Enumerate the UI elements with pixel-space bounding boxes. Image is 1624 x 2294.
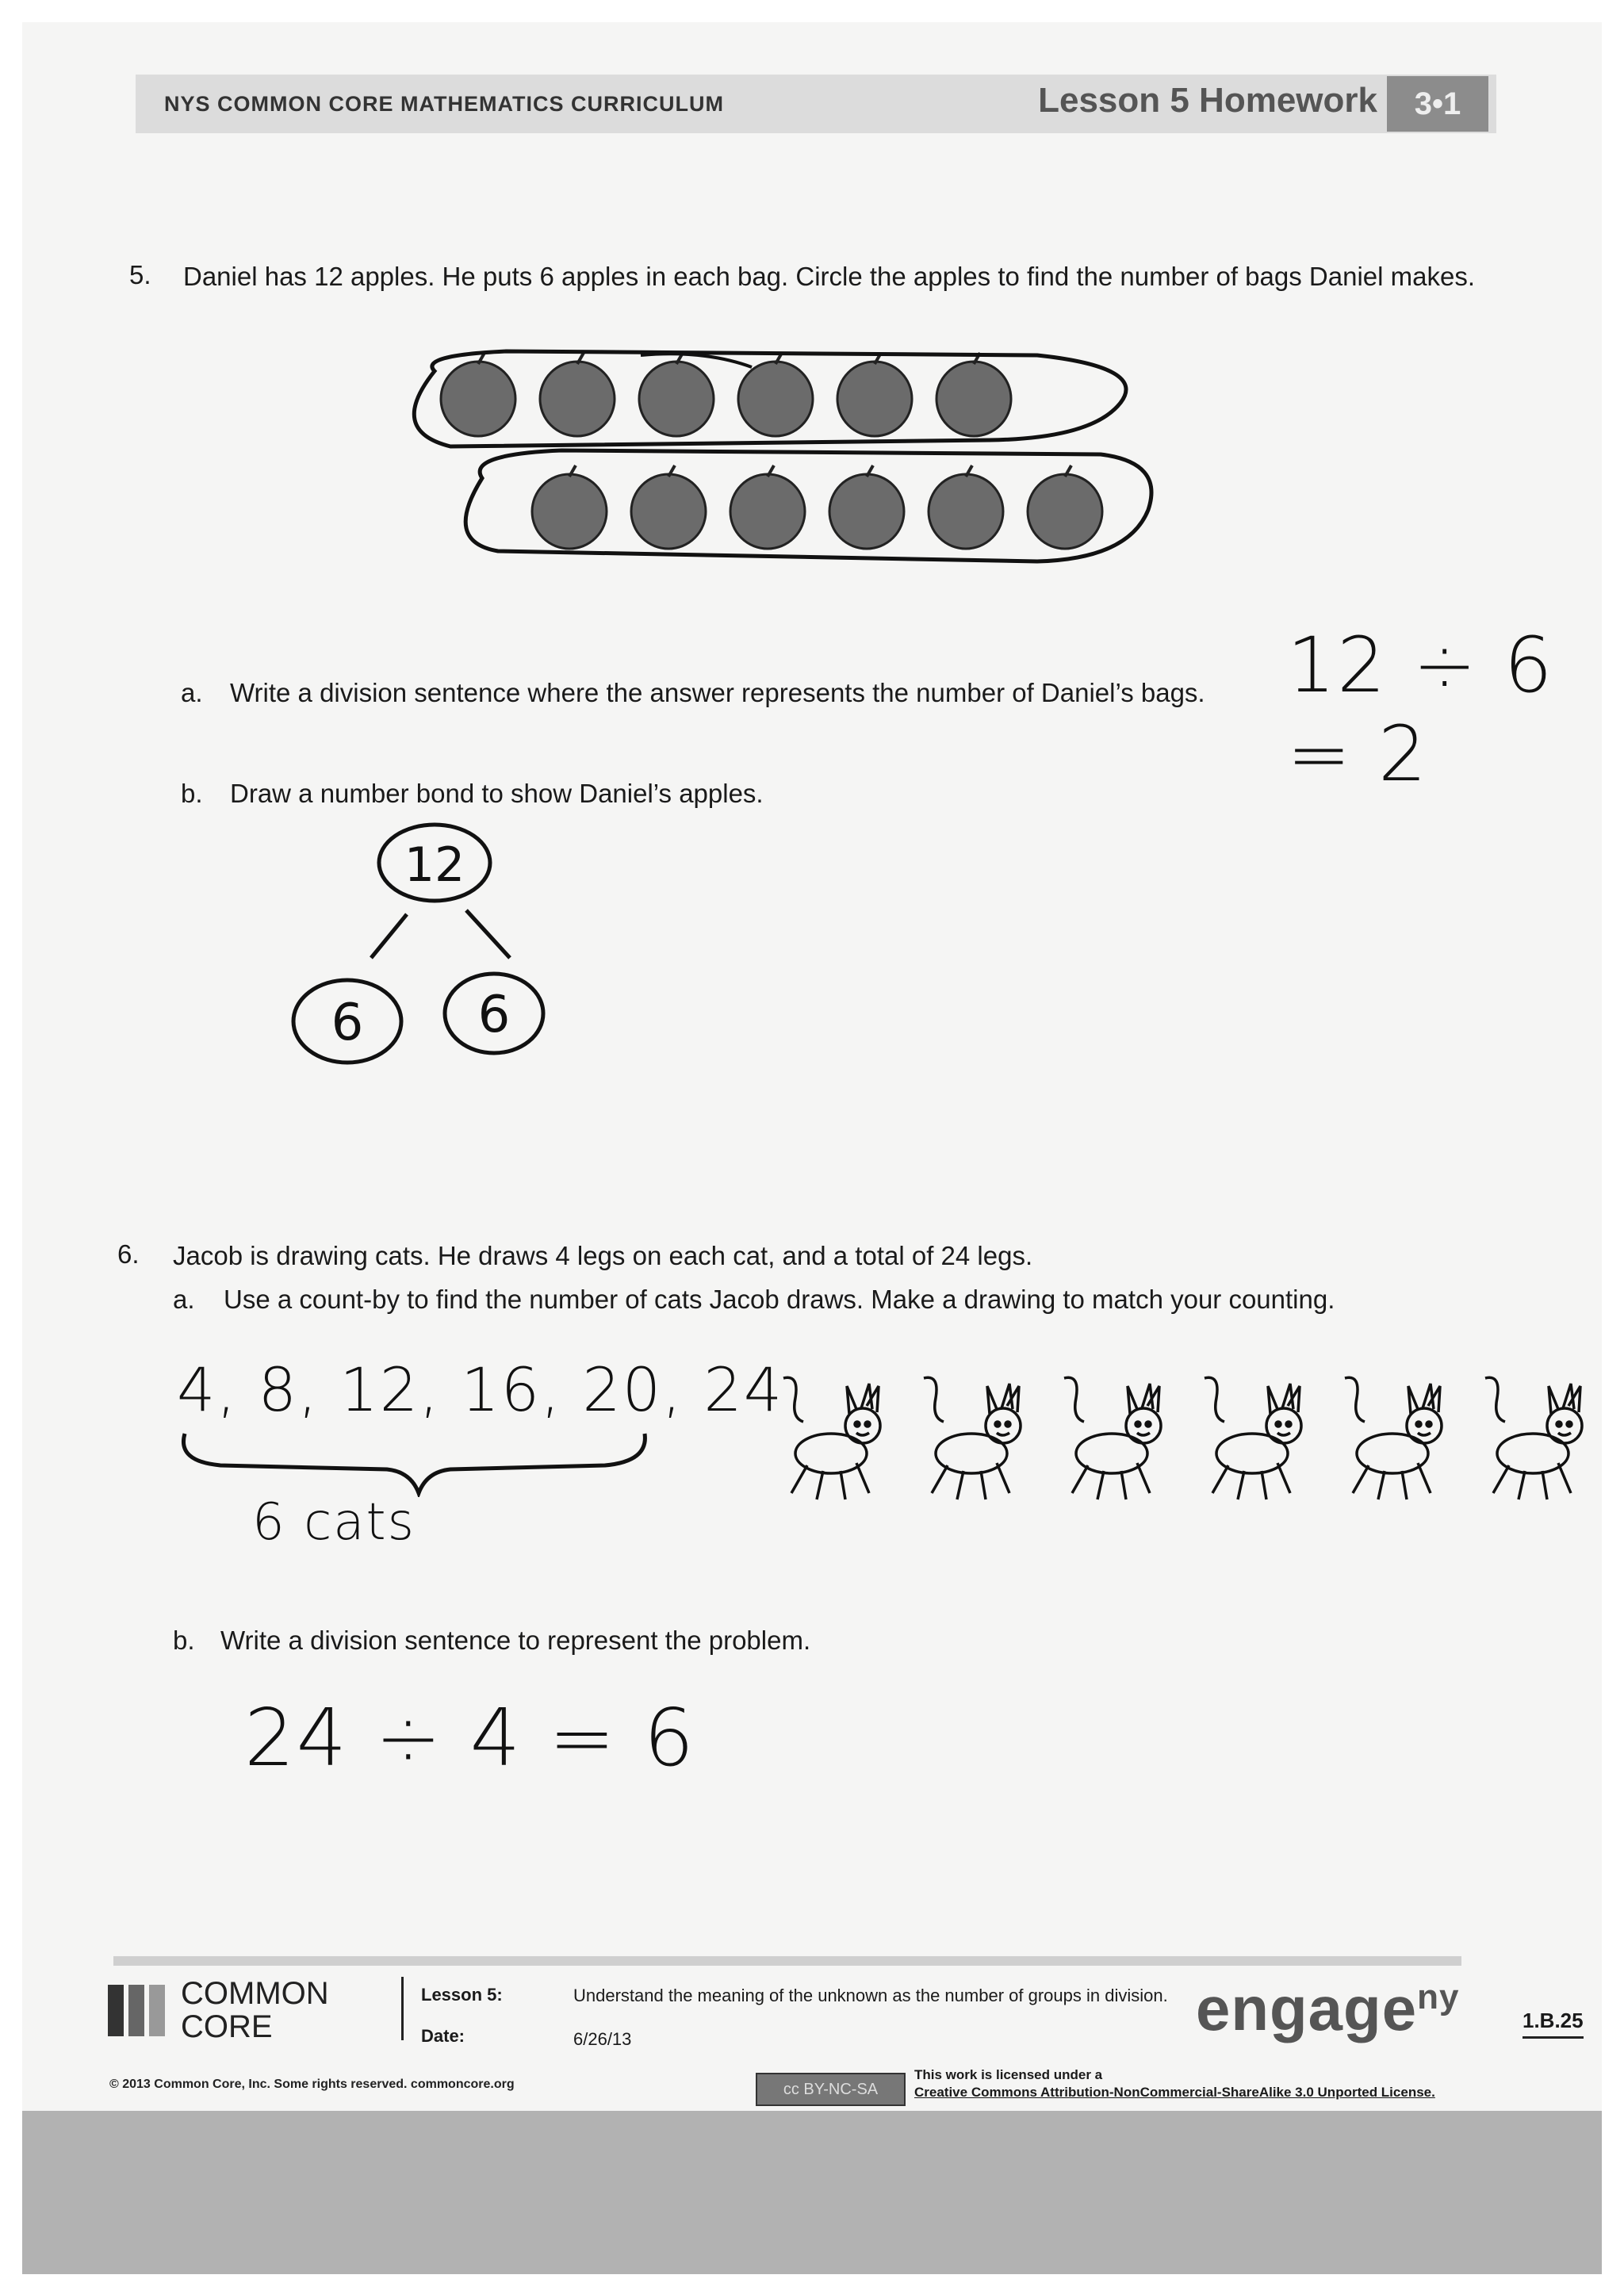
apple-icon: [631, 474, 706, 549]
engage-sup: ny: [1417, 1978, 1460, 2016]
footer-objective: Understand the meaning of the unknown as the number of groups in division.: [573, 1986, 1168, 2005]
q6a-text: Use a count-by to find the number of cats Jacob draws. Make a drawing to match your counting.: [224, 1285, 1335, 1314]
q5a-answer: 12 ÷ 6 = 2: [1287, 621, 1554, 798]
cat-drawing-icon: [924, 1377, 1021, 1499]
scan-bottom-band: [22, 2111, 1602, 2274]
apple-icon: [441, 362, 515, 436]
page-id: 1.B.25: [1522, 2009, 1584, 2039]
common-core-logo-icon: [108, 1985, 187, 2036]
q5-text: Daniel has 12 apples. He puts 6 apples in each bag. Circle the apples to find the number of bags Daniel makes.: [183, 262, 1475, 291]
q6-text: Jacob is drawing cats. He draws 4 legs on each cat, and a total of 24 legs.: [173, 1241, 1033, 1270]
logo-line-1: COMMON: [181, 1976, 329, 2011]
apple-icon: [837, 362, 912, 436]
bond-line-right: [466, 910, 510, 958]
worksheet-page: [22, 22, 1602, 2274]
license-link[interactable]: Creative Commons Attribution-NonCommercial-ShareAlike 3.0 Unported License.: [914, 2085, 1435, 2100]
header-bar: [136, 75, 1496, 133]
q6b-label: b.: [173, 1626, 195, 1655]
q6b-text: Write a division sentence to represent the problem.: [220, 1626, 811, 1655]
footer-date: 6/26/13: [573, 2029, 632, 2049]
apple-icon: [639, 362, 714, 436]
engage-text: engage: [1196, 1974, 1418, 2043]
count-by-brace: [173, 1426, 665, 1497]
cats-count-label: 6 cats: [252, 1493, 416, 1552]
cat-group: [783, 1377, 1582, 1499]
q5a-label: a.: [181, 678, 203, 707]
apple-icon: [929, 474, 1003, 549]
bond-part2: 6: [477, 986, 511, 1044]
cat-drawing-icon: [1485, 1377, 1582, 1499]
engage-ny-logo: [1196, 1973, 1459, 2045]
footer-lesson-label: Lesson 5:: [421, 1985, 503, 2005]
apple-icon: [936, 362, 1011, 436]
footer-divider: [401, 1977, 404, 2040]
number-bond-figure: [268, 819, 569, 1105]
q5b-text: Draw a number bond to show Daniel’s apples.: [230, 779, 764, 808]
cat-drawing-icon: [1205, 1377, 1301, 1499]
license-text: [914, 2066, 1435, 2101]
apple-icon: [540, 362, 615, 436]
license-line-1: This work is licensed under a: [914, 2067, 1103, 2082]
apple-icon: [738, 362, 813, 436]
q6a-label: a.: [173, 1285, 195, 1314]
apple-icon: [829, 474, 904, 549]
bond-whole: 12: [404, 837, 465, 893]
q5-number: 5.: [129, 260, 151, 289]
count-by-sequence: 4, 8, 12, 16, 20, 24: [177, 1354, 784, 1425]
logo-line-2: CORE: [181, 2009, 273, 2044]
q5b-label: b.: [181, 779, 203, 808]
apples-figure: [403, 335, 1180, 597]
grade-badge: 3•1: [1387, 76, 1488, 132]
cat-drawing-icon: [783, 1377, 880, 1499]
apple-icon: [1028, 474, 1102, 549]
bag-circle-stroke: [641, 354, 752, 367]
bond-part1: 6: [331, 994, 364, 1052]
q6b-answer: 24 ÷ 4 = 6: [244, 1691, 696, 1784]
footer-date-label: Date:: [421, 2026, 465, 2046]
q6-number: 6.: [117, 1239, 140, 1269]
bond-line-left: [371, 914, 407, 958]
footer-rule: [113, 1956, 1461, 1966]
cats-drawing: [768, 1374, 1600, 1557]
apple-icon: [532, 474, 607, 549]
apple-icon: [730, 474, 805, 549]
common-core-logo-text: [181, 1977, 329, 2043]
copyright: © 2013 Common Core, Inc. Some rights reserved. commoncore.org: [109, 2078, 515, 2091]
cc-license-badge-icon: cc BY-NC-SA: [756, 2073, 906, 2106]
curriculum-title: NYS COMMON CORE MATHEMATICS CURRICULUM: [164, 92, 724, 116]
lesson-title: Lesson 5 Homework: [1038, 81, 1377, 120]
cat-drawing-icon: [1064, 1377, 1161, 1499]
cat-drawing-icon: [1345, 1377, 1442, 1499]
q5a-text: Write a division sentence where the answer represents the number of Daniel’s bags.: [230, 678, 1205, 707]
